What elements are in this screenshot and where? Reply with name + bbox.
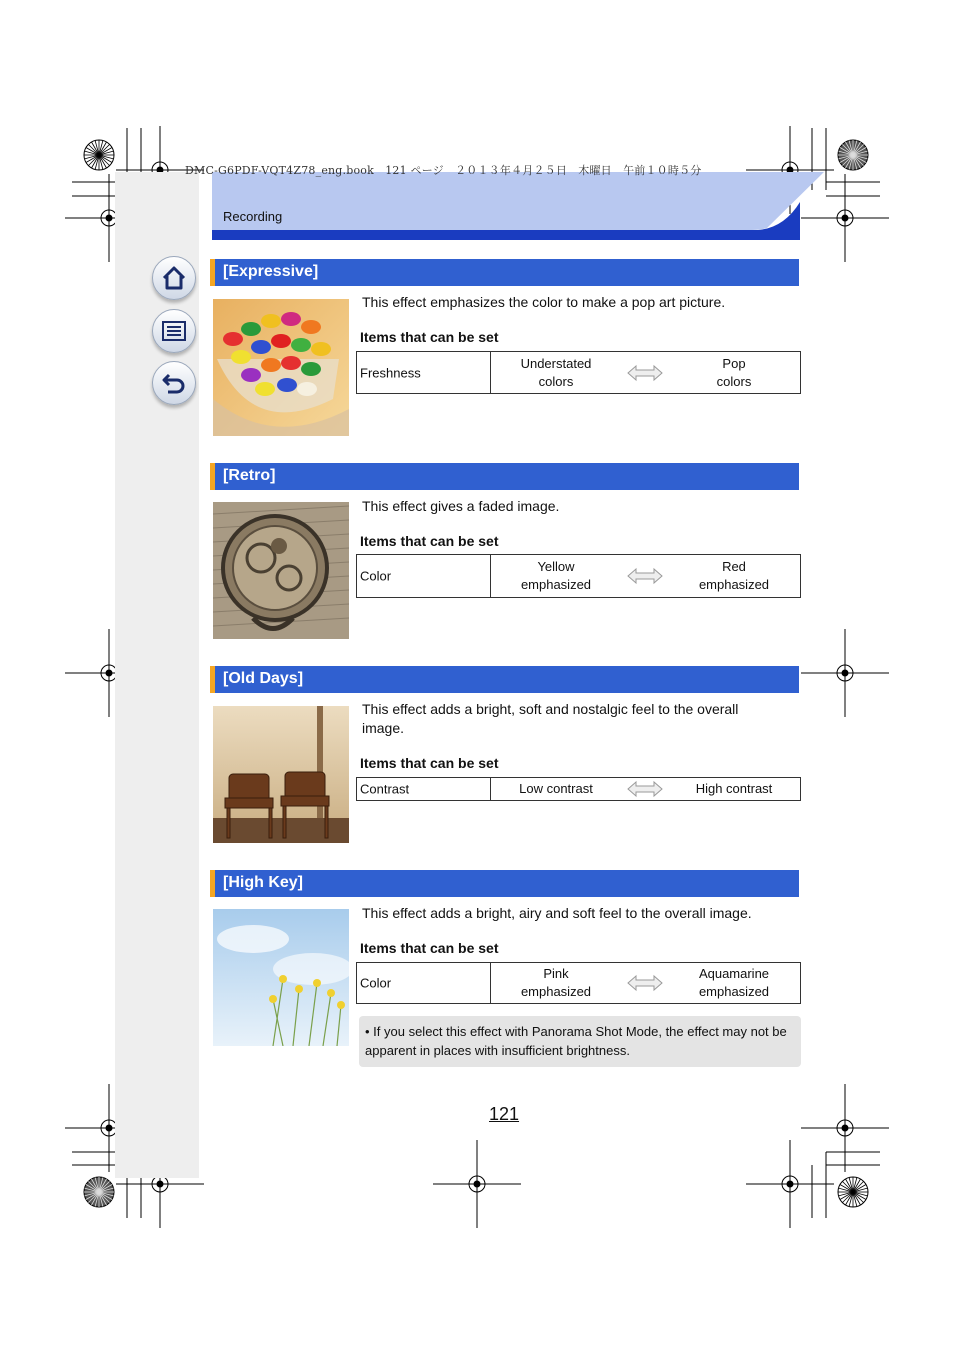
note-text: • If you select this effect with Panorama Shot Mode, the effect may not be apparent in places with insufficient brightness. [365, 1024, 787, 1058]
print-info-line: DMC-G6PDF-VQT4Z78_eng.book 121 ページ ２０１３年４月２５日 木曜日 午前１０時５分 [185, 164, 702, 177]
home-button[interactable] [152, 256, 196, 300]
section-bar-retro [210, 463, 799, 490]
flowers-sky-photo [213, 909, 349, 1046]
section-bar-high-key [210, 870, 799, 897]
rosette-mark [838, 140, 868, 170]
setting-left-value: Pink emphasized [520, 966, 592, 999]
setting-left-value: Low contrast [519, 781, 593, 796]
effect-description: This effect adds a bright, airy and soft feel to the overall image. [362, 905, 752, 921]
setting-name: Freshness [360, 365, 421, 380]
setting-left-value: Understated colors [520, 355, 592, 389]
section-title: [Retro] [223, 467, 276, 484]
section-label: Recording [223, 209, 283, 224]
setting-right-value: High contrast [695, 781, 773, 796]
items-label: Items that can be set [360, 940, 499, 956]
settings-table [356, 351, 801, 394]
setting-name: Contrast [360, 781, 410, 797]
crosshair-mark [433, 1140, 521, 1228]
rosette-mark [838, 1177, 868, 1207]
home-icon [160, 264, 188, 292]
items-label: Items that can be set [360, 533, 499, 549]
crosshair-mark [746, 1140, 834, 1228]
rosette-mark [84, 1177, 114, 1207]
header-band [212, 172, 824, 240]
effect-description: This effect adds a bright, soft and nostalgic feel to the overall image. [362, 701, 739, 736]
rosette-mark [84, 140, 114, 170]
items-label: Items that can be set [360, 329, 499, 345]
section-title: [Old Days] [223, 670, 304, 687]
items-label: Items that can be set [360, 755, 499, 771]
section-title: [Expressive] [223, 263, 319, 280]
crosshair-mark [801, 629, 889, 717]
crosshair-mark [801, 1084, 889, 1172]
double-arrow-icon [627, 780, 663, 798]
double-arrow-icon [627, 567, 663, 585]
setting-name: Color [360, 568, 392, 584]
jelly-beans-photo [213, 299, 349, 436]
settings-table [356, 554, 801, 598]
back-arrow-icon [160, 369, 188, 397]
setting-left-value: Yellow emphasized [520, 559, 592, 592]
menu-list-icon [160, 317, 188, 345]
section-bar-old-days [210, 666, 799, 693]
settings-table [356, 777, 801, 801]
back-button[interactable] [152, 361, 196, 405]
setting-right-value: Pop colors [716, 355, 752, 389]
setting-name: Color [360, 975, 392, 991]
double-arrow-icon [627, 364, 663, 382]
page-number: 121 [489, 1104, 520, 1124]
settings-table [356, 962, 801, 1004]
section-title: [High Key] [223, 874, 303, 891]
chairs-photo [213, 706, 349, 843]
setting-right-value: Aquamarine emphasized [698, 966, 770, 999]
effect-description: This effect gives a faded image. [362, 498, 560, 514]
section-bar-expressive [210, 259, 799, 286]
setting-right-value: Red emphasized [698, 559, 770, 592]
pocket-watch-photo [213, 502, 349, 639]
effect-description: This effect emphasizes the color to make a pop art picture. [362, 294, 726, 310]
note-box [359, 1016, 801, 1067]
double-arrow-icon [627, 974, 663, 992]
menu-button[interactable] [152, 309, 196, 353]
